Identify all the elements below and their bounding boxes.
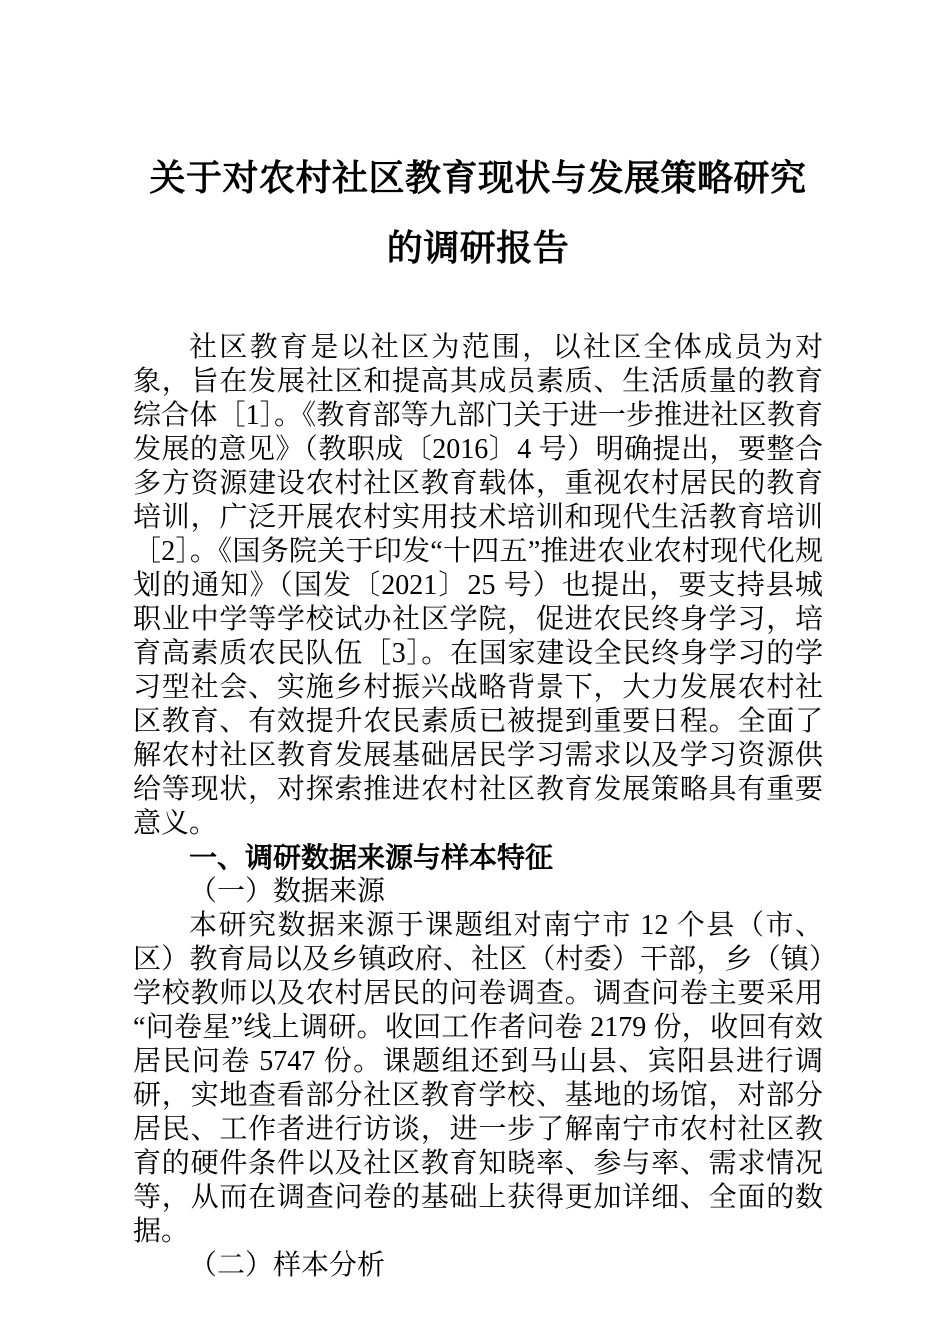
subsection-heading-sample-analysis: （二）样本分析 xyxy=(189,1250,386,1281)
data-source-paragraph: 本研究数据来源于课题组对南宁市 12 个县（市、区）教育局以及乡镇政府、社区（村委）干部，乡（镇）学校教师以及农村居民的问卷调查。调查问卷主要采用“问卷星”线上调研。收回工作者问卷 2179 份，收回有效居民问卷 5747 份。课题组还到马山县、宾阳县进行调研，实地查看部分社区教育学校、基地的场馆，对部分居民、工作者进行访谈，进一步了解南宁市农村社区教育的硬件条件以及社区教育知晓率、参与率、需求情况等，从而在调查问卷的基础上获得更加详细、全面的数据。 xyxy=(133,910,823,1247)
subsection-heading-data-source: （一）数据来源 xyxy=(189,876,386,907)
section-heading-data-sources-and-samples: 一、调研数据来源与样本特征 xyxy=(189,842,554,873)
intro-paragraph: 社区教育是以社区为范围，以社区全体成员为对象，旨在发展社区和提高其成员素质、生活质量的教育综合体［1］。《教育部等九部门关于进一步推进社区教育发展的意见》（教职成〔2016〕4 号）明确提出，要整合多方资源建设农村社区教育载体，重视农村居民的教育培训，广泛开展农村实用技术培训和现代生活教育培训［2］。《国务院关于印发“十四五”推进农业农村现代化规划的通知》（国发〔2021〕25 号）也提出，要支持县城职业中学等学校试办社区学院，促进农民终身学习，培育高素质农民队伍［3］。在国家建设全民终身学习的学习型社会、实施乡村振兴战略背景下，大力发展农村社区教育、有效提升农民素质已被提到重要日程。全面了解农村社区教育发展基础居民学习需求以及学习资源供给等现状，对探索推进农村社区教育发展策略具有重要意义。 xyxy=(133,332,823,839)
document-title: 关于对农村社区教育现状与发展策略研究的调研报告 xyxy=(149,157,807,268)
